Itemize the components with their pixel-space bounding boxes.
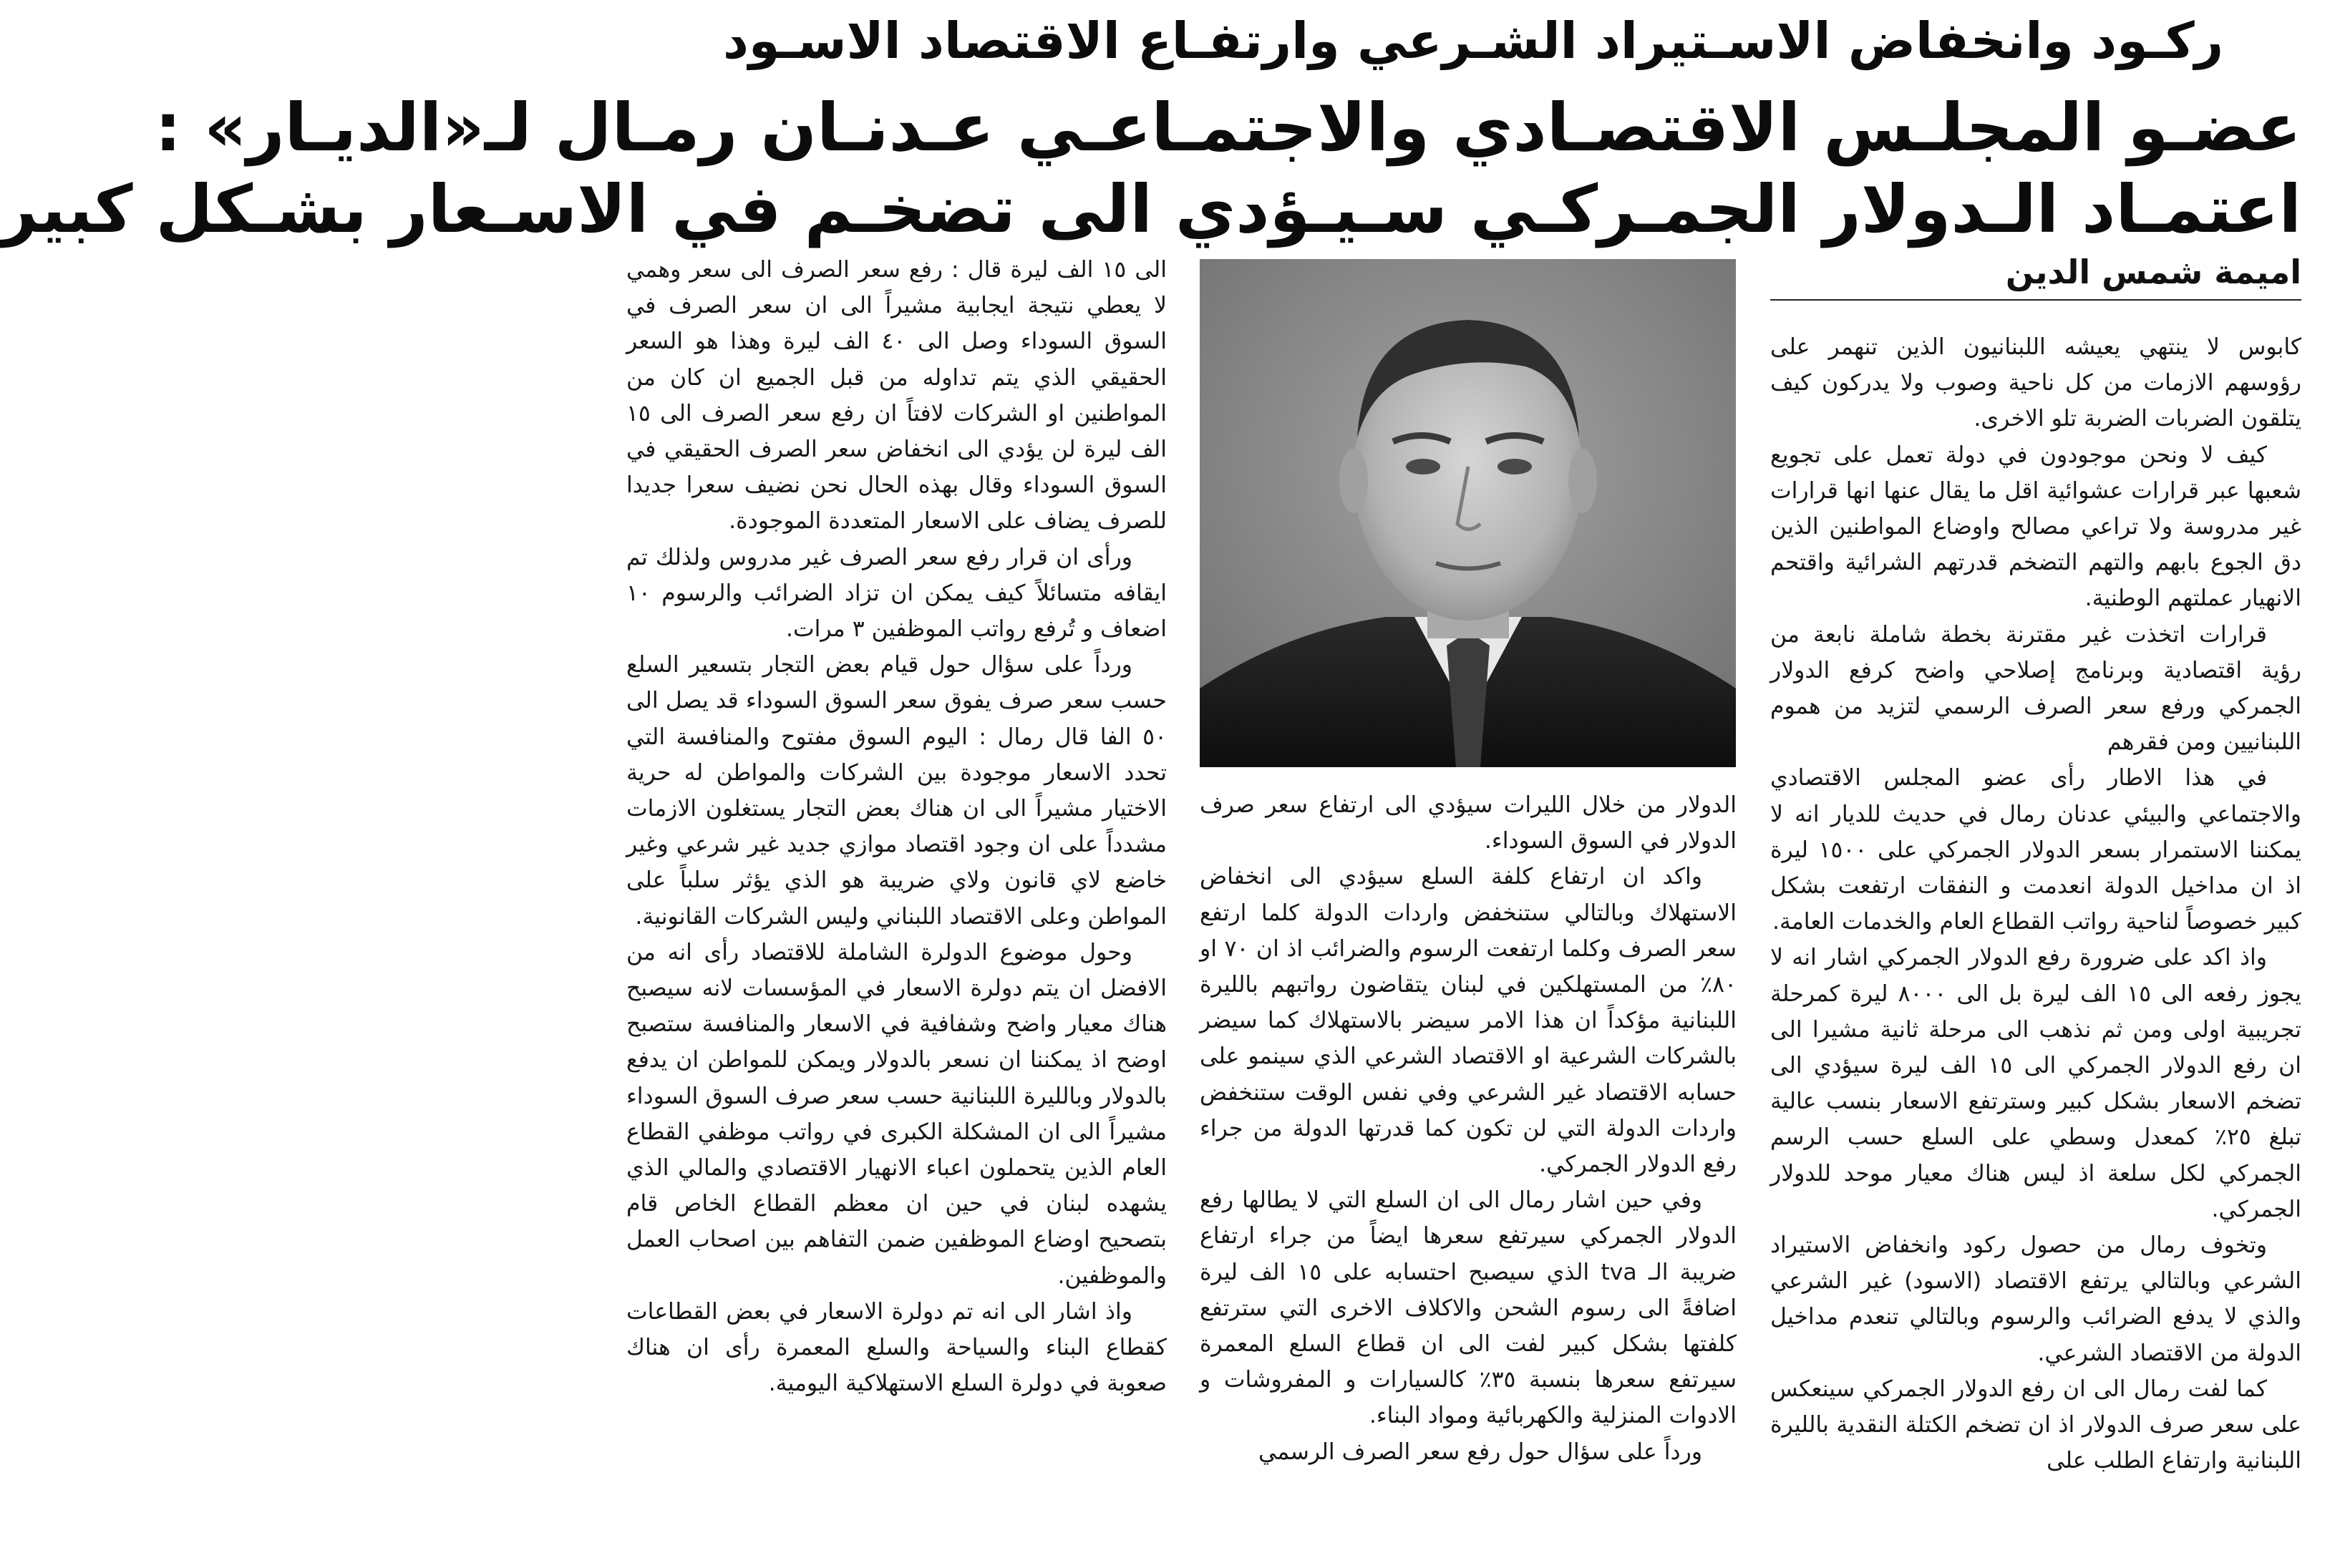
paragraph: وفي حين اشار رمال الى ان السلع التي لا يطالها رفع الدولار الجمركي سيرتفع سعرها ايضاً من جراء ارتفاع ضريبة الـ tva الذي سيصبح احتسابه على ١٥ الف ليرة اضافةً الى رسوم الشحن والاكلاف الاخرى التي سترتفع كلفتها بشكل كبير لفت الى ان قطاع السلع المعمرة سيرتفع سعرها بنسبة ٣٥٪ كالسيارات و المفروشات و الادوات المنزلية والكهربائية ومواد البناء. [1200, 1187, 1737, 1429]
paragraph: واذ اشار الى انه تم دولرة الاسعار في بعض القطاعات كقطاع البناء والسياحة والسلع المعمرة رأى ان هناك صعوبة في دولرة السلع الاستهلاكية اليومية. [626, 1298, 1167, 1397]
paragraph: الدولار من خلال الليرات سيؤدي الى ارتفاع سعر صرف الدولار في السوق السوداء. [1200, 792, 1737, 854]
article-headline-line-1: عضـو المجلـس الاقتصـادي والاجتمـاعـي عـدنـان رمـال لـ«الديـار» : [155, 89, 2301, 166]
paragraph: كابوس لا ينتهي يعيشه اللبنانيون الذين تنهمر على رؤوسهم الازمات من كل ناحية وصوب ولا يدركون كيف يتلقون الضربات الضربة تلو الاخرى. [1770, 334, 2301, 432]
paragraph: واذ اكد على ضرورة رفع الدولار الجمركي اشار انه لا يجوز رفعه الى ١٥ الف ليرة بل الى ٨٠٠٠ ليرة كمرحلة تجريبية اولى ومن ثم نذهب الى مرحلة ثانية مشيرا الى ان رفع الدولار الجمركي الى ١٥ الف ليرة سيؤدي الى تضخم الاسعار بشكل كبير وسترتفع الاسعار بنسب عالية تبلغ ٢٥٪ كمعدل وسطي على السلع حسب الرسم الجمركي لكل سلعة اذ ليس هناك معيار موحد للدولار الجمركي. [1770, 945, 2301, 1222]
paragraph: ورأى ان قرار رفع سعر الصرف غير مدروس ولذلك تم ايقافه متسائلاً كيف يمكن ان تزاد الضرائب والرسوم ١٠ اضعاف و تُرفع رواتب الموظفين ٣ مرات. [626, 544, 1167, 643]
paragraph: في هذا الاطار رأى عضو المجلس الاقتصادي والاجتماعي والبيئي عدنان رمال في حديث للديار انه لا يمكننا الاستمرار بسعر الدولار الجمركي على ١٥٠٠ ليرة اذ ان مداخيل الدولة انعدمت و النفقات ارتفعت بشكل كبير خصوصاً لناحية رواتب القطاع العام والخدمات العامة. [1770, 765, 2301, 935]
paragraph: وحول موضوع الدولرة الشاملة للاقتصاد رأى انه من الافضل ان يتم دولرة الاسعار في المؤسسات لانه سيصبح هناك معيار واضح وشفافية في الاسعار والمنافسة ستصبح اوضح اذ يمكننا ان نسعر بالدولار ويمكن للمواطن ان يدفع بالدولار وبالليرة اللبنانية حسب سعر صرف السوق السوداء مشيراً الى ان المشكلة الكبرى في رواتب موظفي القطاع العام الذين يتحملون اعباء الانهيار الاقتصادي والمالي الذي يشهده لبنان في حين ان معظم القطاع الخاص قام بتصحيح اوضاع الموظفين ضمن التفاهم بين اصحاب العمل والموظفين. [626, 939, 1167, 1289]
portrait-photo [1200, 259, 1736, 767]
article-kicker: ركـود وانخفاض الاسـتيراد الشـرعي وارتفـاع الاقتصاد الاسـود [722, 11, 2224, 70]
byline: اميمة شمس الدين [1770, 250, 2301, 301]
paragraph: كيف لا ونحن موجودون في دولة تعمل على تجويع شعبها عبر قرارات عشوائية اقل ما يقال عنها انها قرارات غير مدروسة ولا تراعي مصالح واوضاع المواطنين الذين دق الجوع بابهم والتهم التضخم قدرتهم الشرائية واقتحم الانهيار عملتهم الوطنية. [1770, 442, 2301, 612]
paragraph: ورداً على سؤال حول قيام بعض التجار بتسعير السلع حسب سعر صرف يفوق سعر السوق السوداء قد يصل الى ٥٠ الفا قال رمال : اليوم السوق مفتوح والمنافسة التي تحدد الاسعار موجودة بين الشركات والمواطن له حرية الاختيار مشيراً الى ان هناك بعض التجار يستغلون الازمات مشدداً على ان وجود اقتصاد موازي جديد غير شرعي وغير خاضع لاي قانون ولاي ضريبة هو الذي يؤثر سلباً على المواطن وعلى الاقتصاد اللبناني وليس الشركات القانونية. [626, 652, 1167, 930]
paragraph: وتخوف رمال من حصول ركود وانخفاض الاستيراد الشرعي وبالتالي يرتفع الاقتصاد (الاسود) غير الشرعي والذي لا يدفع الضرائب والرسوم وبالتالي تنعدم مداخيل الدولة من الاقتصاد الشرعي. [1770, 1232, 2301, 1366]
article-column-right [1770, 329, 2301, 1560]
article-column-middle [1200, 787, 1737, 1560]
paragraph: الى ١٥ الف ليرة قال : رفع سعر الصرف الى سعر وهمي لا يعطي نتيجة ايجابية مشيراً الى ان سعر الصرف في السوق السوداء وصل الى ٤٠ الف ليرة وهذا هو السعر الحقيقي الذي يتم تداوله من قبل الجميع ان كان من المواطنين او الشركات لافتاً ان رفع سعر الصرف الى ١٥ الف ليرة لن يؤدي الى انخفاض سعر الصرف الحقيقي في السوق السوداء وقال بهذه الحال نحن نضيف سعرا جديدا للصرف يضاف على الاسعار المتعددة الموجودة. [626, 257, 1168, 535]
paragraph: واكد ان ارتفاع كلفة السلع سيؤدي الى انخفاض الاستهلاك وبالتالي ستنخفض واردات الدولة كلما ارتفع سعر الصرف وكلما ارتفعت الرسوم والضرائب اذ ان ٧٠ او ٨٠٪ من المستهلكين في لبنان يتقاضون رواتبهم بالليرة اللبنانية مؤكداً ان هذا الامر سيضر بالاستهلاك كما سيضر بالشركات الشرعية او الاقتصاد الشرعي الذي سينمو على حسابه الاقتصاد غير الشرعي وفي نفس الوقت ستنخفض واردات الدولة التي لن تكون كما قدرتها الدولة من جراء رفع الدولار الجمركي. [1200, 864, 1737, 1178]
article-column-left [626, 252, 1167, 1562]
paragraph: كما لفت رمال الى ان رفع الدولار الجمركي سينعكس على سعر صرف الدولار اذ ان تضخم الكتلة النقدية بالليرة اللبنانية وارتفاع الطلب على [1770, 1375, 2301, 1474]
paragraph: ورداً على سؤال حول رفع سعر الصرف الرسمي [1258, 1438, 1702, 1465]
paragraph: قرارات اتخذت غير مقترنة بخطة شاملة نابعة من رؤية اقتصادية وبرنامج إصلاحي واضح كرفع الدولار الجمركي ورفع سعر الصرف الرسمي لتزيد من هموم اللبنانيين ومن فقرهم [1770, 621, 2301, 756]
article-headline-line-2: اعتمـاد الـدولار الجمـركـي سـيـؤدي الى تضخـم في الاسـعار بشـكل كبير [0, 171, 2301, 248]
